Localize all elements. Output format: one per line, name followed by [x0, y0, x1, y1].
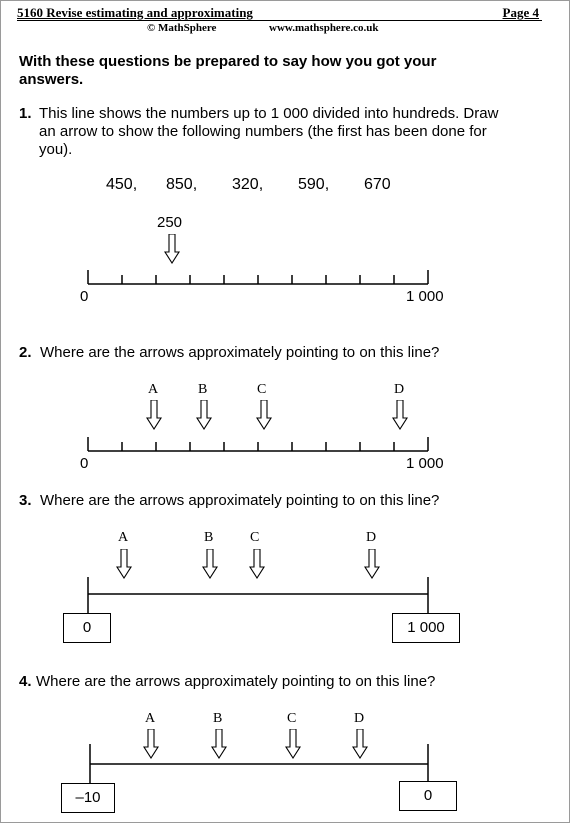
q3-letter-a: A	[118, 530, 129, 545]
q1-number-1: 850,	[166, 176, 198, 193]
q3-arrow-d-icon	[365, 549, 379, 578]
q4-arrow-c-icon	[286, 729, 300, 758]
q1-number-0: 450,	[106, 176, 138, 193]
q1-number-4: 670	[364, 176, 391, 193]
q1-end-label: 1 000	[406, 288, 444, 305]
q3-start-box: 0	[63, 613, 111, 643]
q1-start-label: 0	[80, 288, 89, 305]
q4-end-box: 0	[399, 781, 457, 811]
copyright-text: © MathSphere	[147, 22, 217, 34]
q4-arrow-a-icon	[144, 729, 158, 758]
intro-instruction: With these questions be prepared to say how you got your answers.	[19, 53, 437, 88]
q2-text: Where are the arrows approximately pointing to on this line?	[40, 344, 440, 361]
q2-start-label: 0	[80, 455, 89, 472]
number-lines-drawing	[1, 1, 569, 822]
q3-end-box: 1 000	[392, 613, 460, 643]
q4-text: Where are the arrows approximately pointing to on this line?	[36, 673, 436, 690]
q1-example-label: 250	[157, 214, 183, 231]
q4-start-box: –10	[61, 783, 115, 813]
q3-arrow-b-icon	[203, 549, 217, 578]
q3-text: Where are the arrows approximately pointing to on this line?	[40, 492, 440, 509]
q3-arrow-a-icon	[117, 549, 131, 578]
q2-letter-d: D	[394, 382, 405, 397]
page-number: Page 4	[502, 5, 539, 20]
q3-letter-d: D	[366, 530, 377, 545]
q4-number-line	[90, 744, 428, 783]
q2-arrow-d-icon	[393, 400, 407, 429]
website-text: www.mathsphere.co.uk	[269, 22, 379, 34]
q4-letter-c: C	[287, 711, 297, 726]
q1-number: 1.	[19, 105, 32, 122]
q1-number-2: 320,	[232, 176, 264, 193]
q2-end-label: 1 000	[406, 455, 444, 472]
q2-letter-a: A	[148, 382, 159, 397]
q1-number-line	[88, 270, 428, 284]
q4-number: 4.	[19, 673, 32, 690]
q2-letter-b: B	[198, 382, 208, 397]
q2-arrow-b-icon	[197, 400, 211, 429]
q1-example-arrow-icon	[165, 234, 179, 263]
q1-number-3: 590,	[298, 176, 330, 193]
q2-arrow-c-icon	[257, 400, 271, 429]
q2-number: 2.	[19, 344, 32, 361]
q4-letter-b: B	[213, 711, 223, 726]
q2-letter-c: C	[257, 382, 267, 397]
q1-text: This line shows the numbers up to 1 000 divided into hundreds. Draw an arrow to show the following numbers (the first has been done for you).	[39, 105, 499, 158]
q4-letter-a: A	[145, 711, 156, 726]
q3-letter-c: C	[250, 530, 260, 545]
q2-number-line	[88, 437, 428, 451]
q2-arrow-a-icon	[147, 400, 161, 429]
q4-arrow-d-icon	[353, 729, 367, 758]
q3-letter-b: B	[204, 530, 214, 545]
q3-number: 3.	[19, 492, 32, 509]
q3-arrow-c-icon	[250, 549, 264, 578]
q4-letter-d: D	[354, 711, 365, 726]
worksheet-title: 5160 Revise estimating and approximating	[17, 5, 253, 20]
q3-number-line	[88, 577, 428, 613]
q4-arrow-b-icon	[212, 729, 226, 758]
